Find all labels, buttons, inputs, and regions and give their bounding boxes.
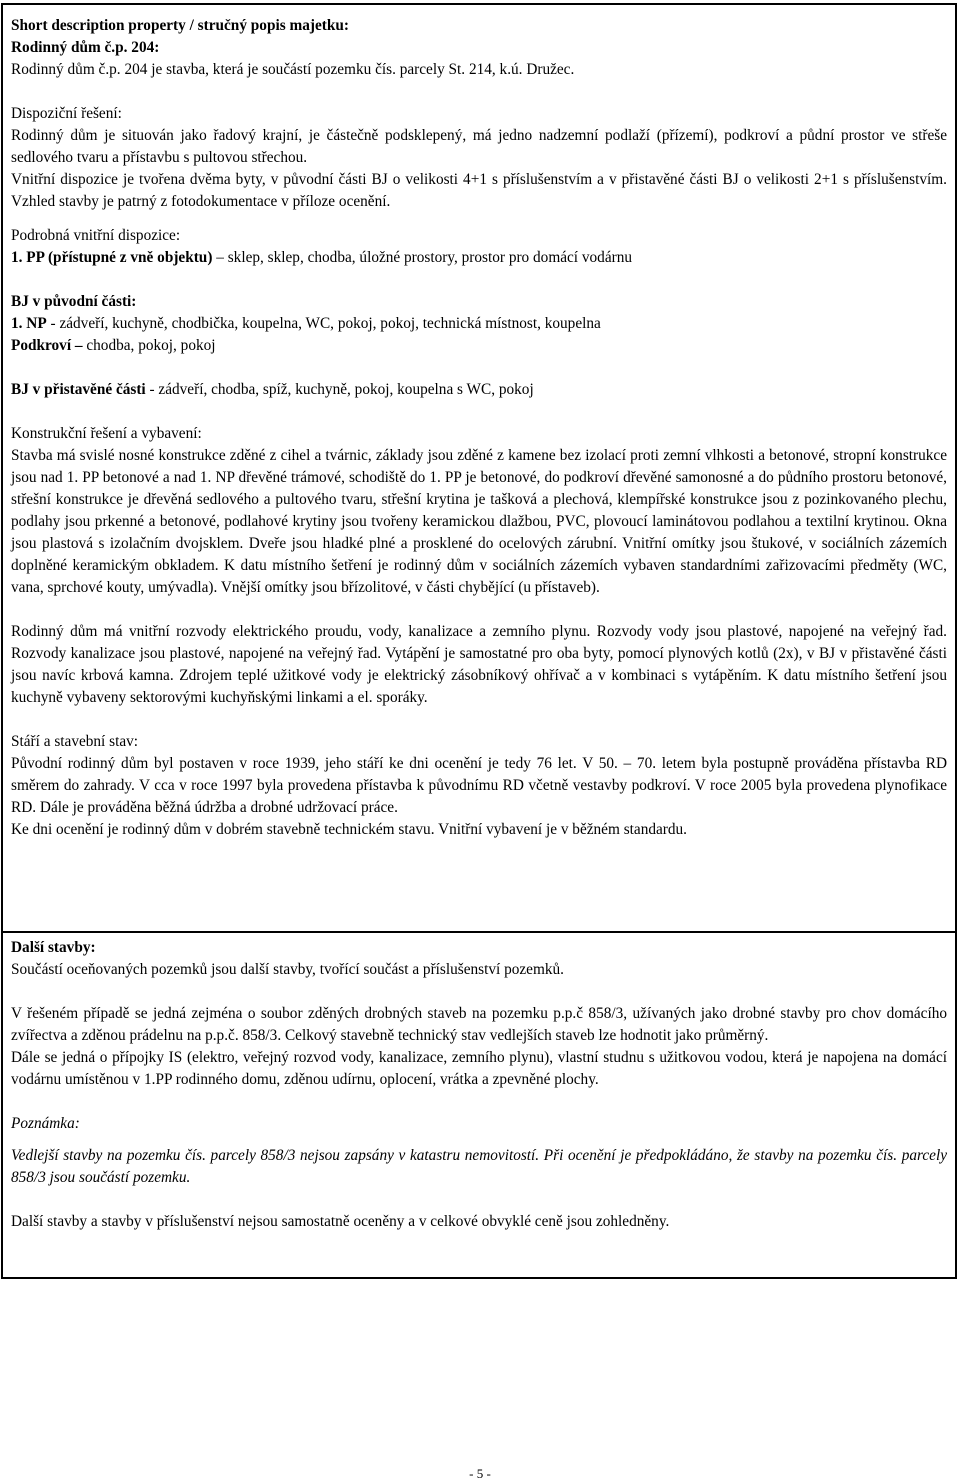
construction-paragraph: Stavba má svislé nosné konstrukce zděné z cihel a tvárnic, základy jsou zděné z kamene bez izolací proti zemní vlhkosti a betonové, stropní konstrukce jsou nad 1. PP betonové a nad 1. NP dřevěné trámové, schodiště do 1. PP je betonové, do podkroví dřevěné samonosné a do půdního prostoru betonové, střešní konstrukce je dřevěná sedlového a pultového tvaru, střešní krytina je tašková a plechová, klempířské konstrukce jsou z pozinkovaného plechu, podlahy jsou prkenné a betonové, podlahové krytiny jsou tvořeny keramickou dlažbou, PVC, plovoucí laminátovou podlahou a textilní krytinou. Okna jsou plastová s izolačním dvojsklem. Dveře jsou hladké plné a prosklené do ocelových zárubní. Vnitřní omítky jsou štukové, v sociálních zázemích doplněné keramickým obkladem. K datu místního šetření je rodinný dům v sociálních zázemích vybaven standardními zařizovacími předměty (WC, vana, sprchové kouty, umývadla). Vnější omítky jsou břízolitové, v části chybějící (u přístaveb). [11,447,947,596]
other-buildings-heading: Další stavby: [11,939,96,956]
note-heading: Poznámka: [11,1115,80,1132]
disposition-paragraph-1: Rodinný dům je situován jako řadový krajní, je částečně podsklepený, má jedno nadzemní podlaží (přízemí), podkroví a půdní prostor ve střeše sedlového tvaru a přístavbu s pultovou střechou. [11,127,947,166]
basement-line [11,247,947,269]
section-other-buildings [3,933,955,1277]
closing-paragraph: Další stavby a stavby v příslušenství nejsou samostatně oceněny a v celkové obvyklé ceně jsou zohledněny. [11,1213,670,1230]
bj-added-text: - zádveří, chodba, spíž, kuchyně, pokoj, koupelna s WC, pokoj [145,381,534,398]
attic-line [11,335,947,357]
bj-original-heading: BJ v původní části: [11,293,137,310]
ground-floor-line [11,313,947,335]
bj-added-label: BJ v přistavěné části [11,381,146,398]
note-text: Vedlejší stavby na pozemku čís. parcely 858/3 nejsou zapsány v katastru nemovitostí. Při ocenění je předpokládáno, že stavby na pozemku čís. parcely 858/3 jsou součástí pozemku. [11,1147,947,1186]
other-buildings-intro: Součástí oceňovaných pozemků jsou další stavby, tvořící součást a příslušenství pozemků. [11,961,564,978]
age-heading: Stáří a stavební stav: [11,733,139,750]
basement-label: 1. PP (přístupné z vně objektu) [11,249,213,266]
attic-label: Podkroví – [11,337,83,354]
disposition-heading: Dispoziční řešení: [11,105,122,122]
construction-heading: Konstrukční řešení a vybavení: [11,425,202,442]
disposition-paragraph-2: Vnitřní dispozice je tvořena dvěma byty, v původní části BJ o velikosti 4+1 s příslušenstvím a v přistavěné části BJ o velikosti 2+1 s příslušenstvím. Vzhled stavby je patrný z fotodokumentace v příloze ocenění. [11,171,947,210]
detail-heading: Podrobná vnitřní dispozice: [11,227,181,244]
ground-floor-label: 1. NP [11,315,47,332]
attic-text: chodba, pokoj, pokoj [82,337,216,354]
other-buildings-paragraph-1: V řešeném případě se jedná zejména o soubor zděných drobných staveb na pozemku p.p.č 858/3, užívaných jako drobné stavby pro chov domácího zvířectva a zděnou prádelnu na p.p.č. 858/3. Celkový stavebně technický stav vedlejších staveb lze hodnotit jako průměrný. [11,1005,947,1044]
section-house-description [3,5,955,933]
ground-floor-text: - zádveří, kuchyně, chodbička, koupelna, WC, pokoj, pokoj, technická místnost, koupelna [46,315,601,332]
page-number: - 5 - [469,1466,491,1481]
other-buildings-paragraph-2: Dále se jedná o přípojky IS (elektro, veřejný rozvod vody, kanalizace, zemního plynu), vlastní studnu s užitkovou vodou, která je napojena na domácí vodárnu umístěnou v 1.PP rodinného domu, zděnou udírnu, oplocení, vrátka a zpevněné plochy. [11,1049,947,1088]
house-title: Rodinný dům č.p. 204: [11,39,160,56]
state-paragraph: Ke dni ocenění je rodinný dům v dobrém stavebně technickém stavu. Vnitřní vybavení je v běžném standardu. [11,821,687,838]
house-intro: Rodinný dům č.p. 204 je stavba, která je součástí pozemku čís. parcely St. 214, k.ú. Družec. [11,61,575,78]
document-frame [1,3,957,1279]
section-heading: Short description property / stručný popis majetku: [11,17,349,34]
basement-text: – sklep, sklep, chodba, úložné prostory, prostor pro domácí vodárnu [212,249,633,266]
bj-added-line [11,379,947,401]
age-paragraph: Původní rodinný dům byl postaven v roce 1939, jeho stáří ke dni ocenění je tedy 76 let. V 50. – 70. letem byla postupně prováděna přístavba RD směrem do zahrady. V cca v roce 1997 byla provedena přístavba k původnímu RD včetně vestavby podkroví. V roce 2005 byla provedena plynofikace RD. Dále je prováděna běžná údržba a drobné udržovací práce. [11,755,947,816]
utilities-paragraph: Rodinný dům má vnitřní rozvody elektrického proudu, vody, kanalizace a zemního plynu. Rozvody vody jsou plastové, napojené na veřejný řad. Rozvody kanalizace jsou plastové, napojené na veřejný řad. Vytápění je samostatné pro oba byty, pomocí plynových kotlů (2x), v BJ v přistavěné části jsou navíc krbová kamna. Zdrojem teplé užitkové vody je elektrický zásobníkový ohřívač a v kombinaci s vytápěním. K datu místního šetření jsou kuchyně vybaveny sektorovými kuchyňskými linkami a el. sporáky. [11,623,947,706]
